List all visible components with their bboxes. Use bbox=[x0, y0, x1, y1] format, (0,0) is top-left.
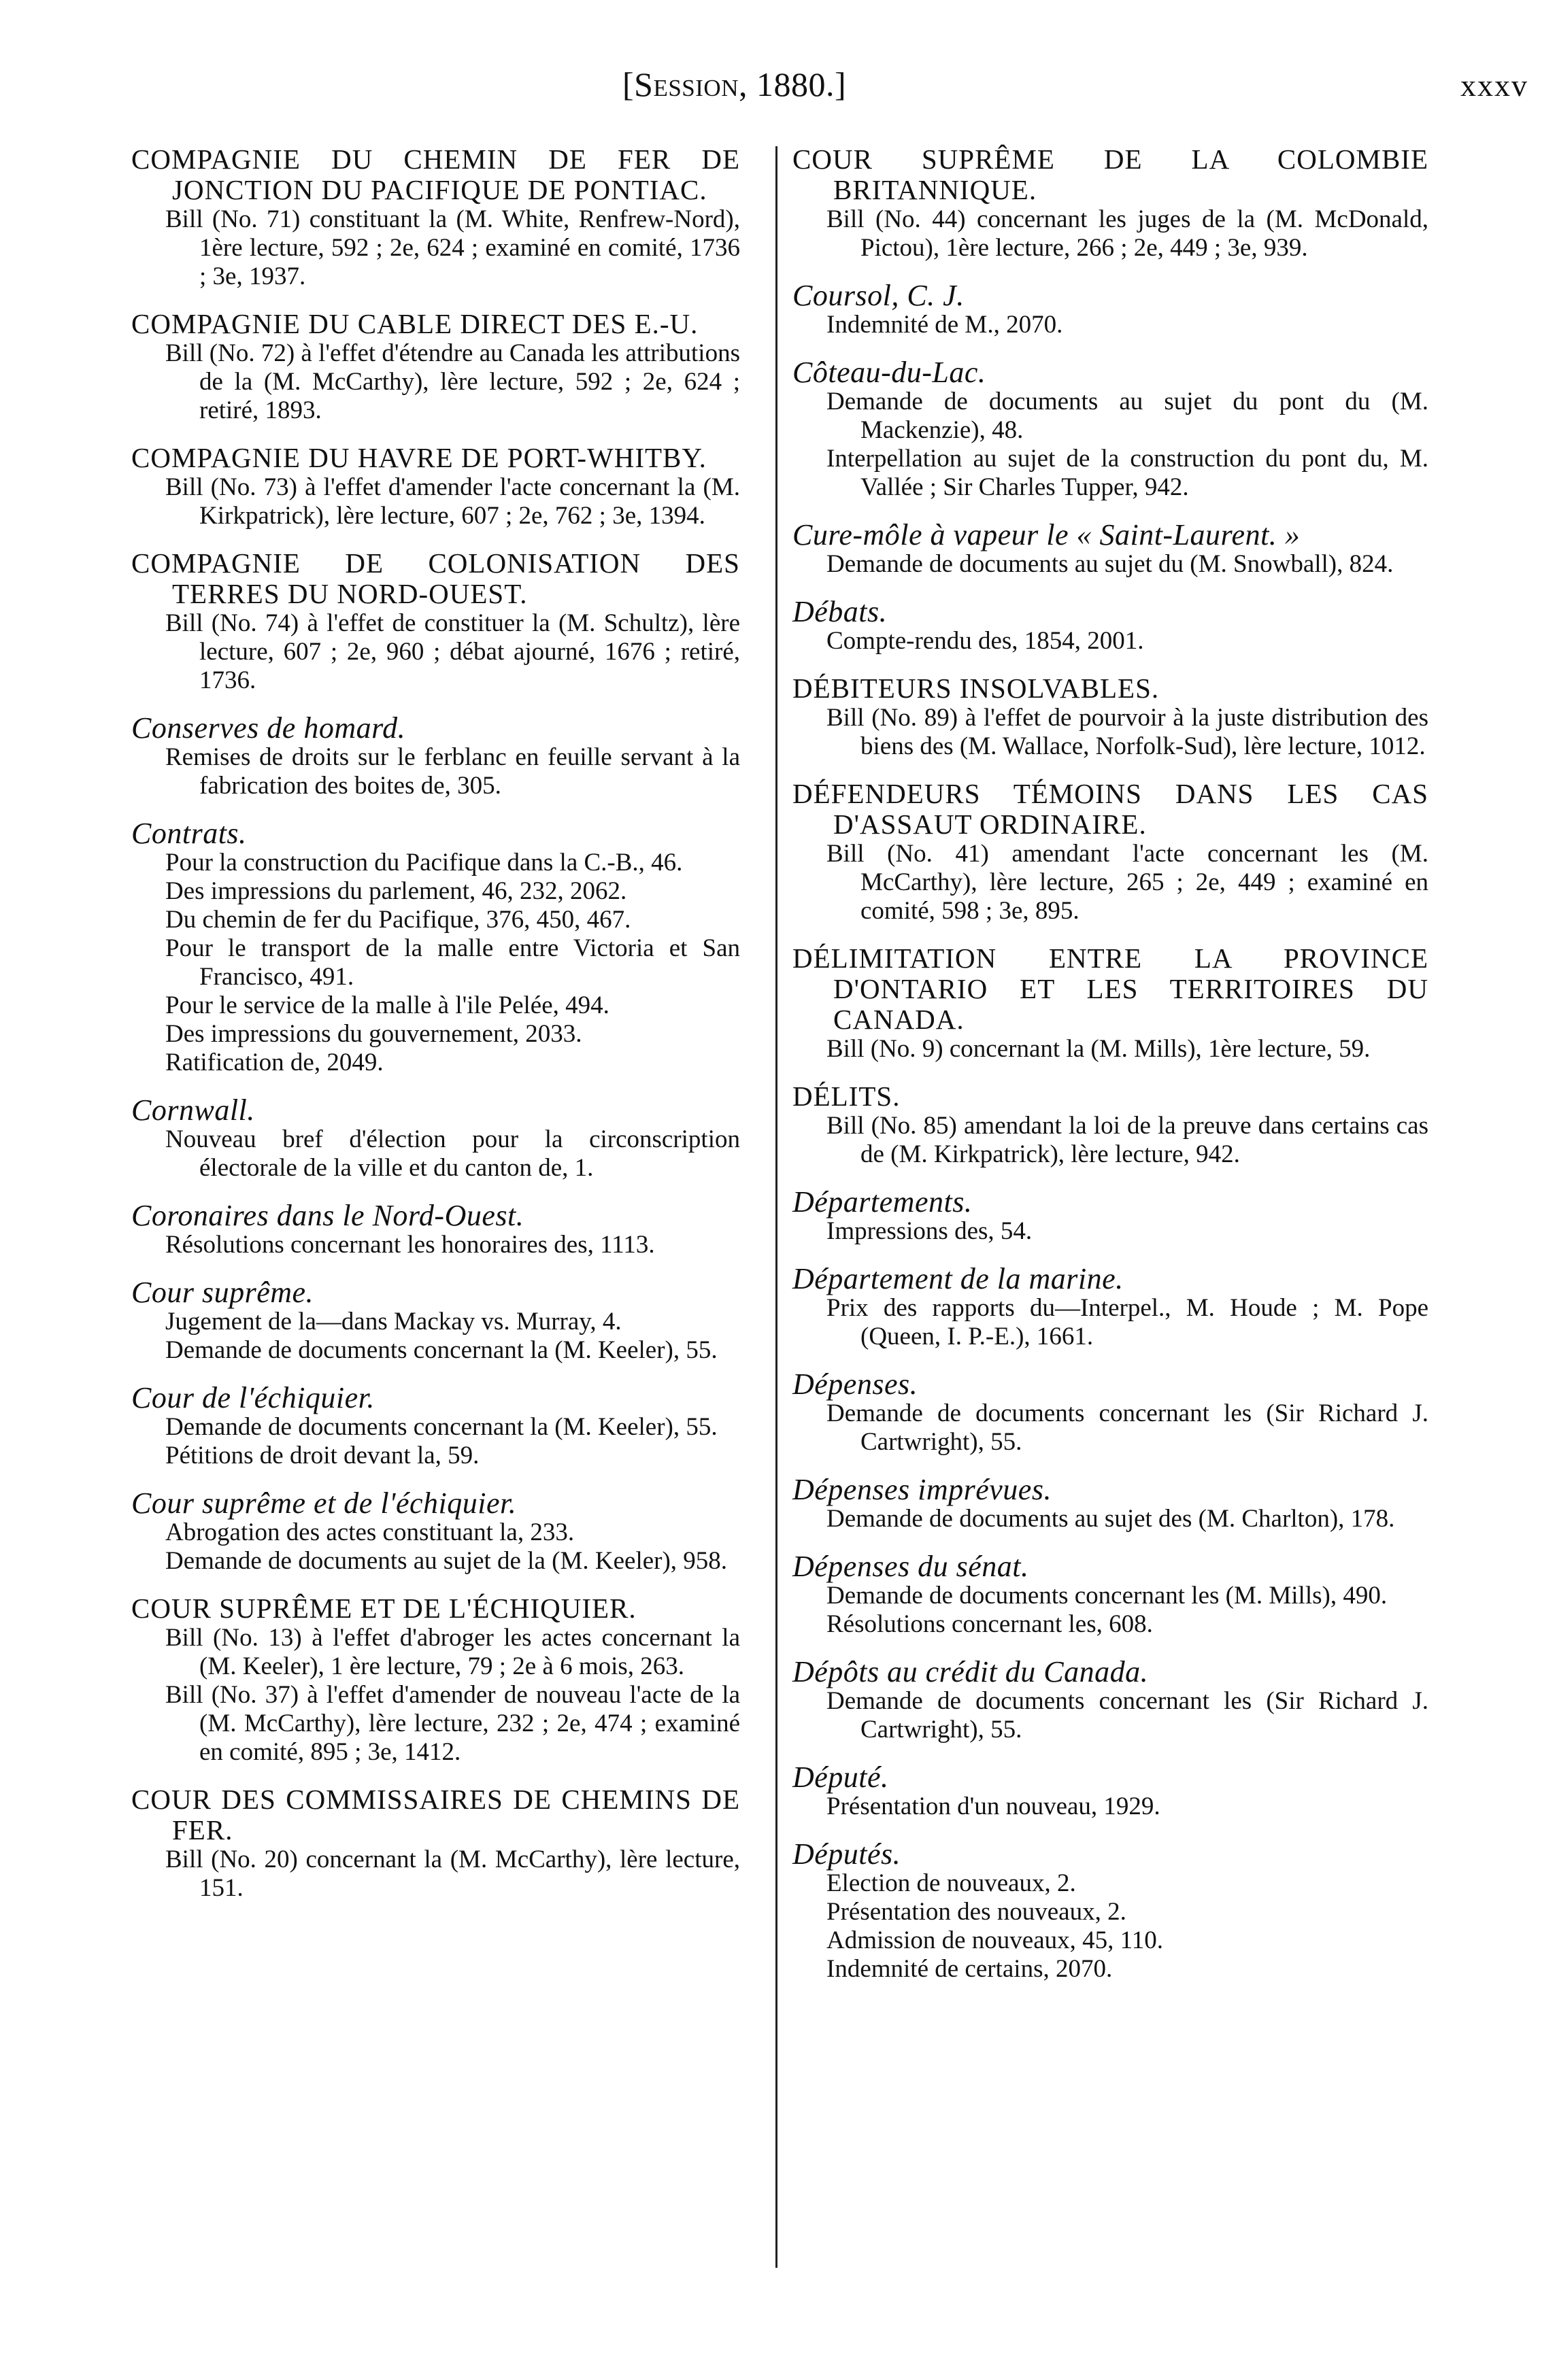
entry-item: Demande de documents au sujet des (M. Charlton), 178. bbox=[826, 1505, 1395, 1533]
entry-item: Bill (No. 44) concernant les juges de la (M. McDonald, Pictou), 1ère lecture, 266 ; 2e, 449 ; 3e, 939. bbox=[826, 205, 1428, 262]
bracket-open: [ bbox=[622, 65, 635, 103]
entry-item: Demande de documents concernant les (Sir Richard J. Cartwright), 55. bbox=[826, 1687, 1428, 1744]
entry-item: Nouveau bref d'élection pour la circonscription électorale de la ville et du canton de, 1. bbox=[165, 1125, 740, 1182]
entry-heading: COMPAGNIE DE COLONISATION DES TERRES DU NORD-OUEST. bbox=[131, 547, 740, 609]
index-entry bbox=[792, 1187, 1428, 1246]
entry-heading: Cure-môle à vapeur le « Saint-Laurent. » bbox=[792, 518, 1301, 551]
entry-heading: COUR SUPRÊME ET DE L'ÉCHIQUIER. bbox=[131, 1593, 637, 1624]
entry-item: Du chemin de fer du Pacifique, 376, 450, 467. bbox=[165, 906, 631, 934]
index-entry bbox=[131, 1488, 740, 1576]
entry-heading: Dépenses du sénat. bbox=[792, 1550, 1029, 1583]
entry-item: Indemnité de M., 2070. bbox=[826, 311, 1063, 339]
entry-heading: DÉLIMITATION ENTRE LA PROVINCE D'ONTARIO ET LES TERRITOIRES DU CANADA. bbox=[792, 942, 1428, 1035]
entry-heading: Conserves de homard. bbox=[131, 711, 406, 745]
index-entry bbox=[131, 1784, 740, 1903]
entry-item: Demande de documents concernant la (M. Keeler), 55. bbox=[165, 1413, 718, 1441]
entry-item: Bill (No. 13) à l'effet d'abroger les actes concernant la (M. Keeler), 1 ère lecture, 79 ; 2e à 6 mois, 263. bbox=[165, 1624, 740, 1680]
index-entry bbox=[792, 1081, 1428, 1169]
session-year: , 1880.] bbox=[738, 65, 847, 103]
right-column bbox=[792, 144, 1428, 2001]
session-label: Session bbox=[634, 65, 739, 103]
entry-item: Interpellation au sujet de la construction du pont du, M. Vallée ; Sir Charles Tupper, 942. bbox=[826, 445, 1428, 501]
page-header bbox=[0, 65, 1557, 119]
entry-heading: Cour suprême. bbox=[131, 1276, 314, 1309]
entry-item: Bill (No. 89) à l'effet de pourvoir à la juste distribution des biens des (M. Wallace, Norfolk-Sud), lère lecture, 1012. bbox=[826, 704, 1428, 760]
entry-item: Pour le service de la malle à l'ile Pelée, 494. bbox=[165, 991, 609, 1019]
entry-heading: Coronaires dans le Nord-Ouest. bbox=[131, 1199, 524, 1232]
index-entry bbox=[131, 713, 740, 800]
entry-item: Bill (No. 41) amendant l'acte concernant les (M. McCarthy), lère lecture, 265 ; 2e, 449 ; examiné en comité, 598 ; 3e, 895. bbox=[826, 840, 1428, 925]
entry-heading: Dépôts au crédit du Canada. bbox=[792, 1655, 1149, 1688]
entry-item: Bill (No. 85) amendant la loi de la preuve dans certains cas de (M. Kirkpatrick), lère lecture, 942. bbox=[826, 1112, 1428, 1168]
index-entry bbox=[792, 1474, 1428, 1533]
entry-item: Pétitions de droit devant la, 59. bbox=[165, 1442, 480, 1469]
entry-heading: Département de la marine. bbox=[792, 1262, 1124, 1295]
entry-item: Des impressions du parlement, 46, 232, 2062. bbox=[165, 877, 627, 905]
entry-item: Pour le transport de la malle entre Victoria et San Francisco, 491. bbox=[165, 934, 740, 991]
index-entry bbox=[131, 548, 740, 695]
index-entry bbox=[792, 1369, 1428, 1457]
entry-heading: Cour suprême et de l'échiquier. bbox=[131, 1486, 517, 1520]
entry-item: Bill (No. 74) à l'effet de constituer la (M. Schultz), lère lecture, 607 ; 2e, 960 ; débat ajourné, 1676 ; retiré, 1736. bbox=[165, 609, 740, 694]
index-entry bbox=[792, 520, 1428, 579]
index-entry bbox=[792, 1551, 1428, 1639]
entry-item: Demande de documents concernant la (M. Keeler), 55. bbox=[165, 1336, 718, 1364]
entry-heading: Départements. bbox=[792, 1185, 973, 1219]
index-entry bbox=[131, 443, 740, 530]
entry-item: Demande de documents concernant les (M. Mills), 490. bbox=[826, 1582, 1388, 1610]
running-head bbox=[622, 65, 846, 104]
index-entry bbox=[792, 943, 1428, 1064]
entry-item: Prix des rapports du—Interpel., M. Houde ; M. Pope (Queen, I. P.-E.), 1661. bbox=[826, 1294, 1428, 1350]
entry-heading: Débats. bbox=[792, 595, 888, 628]
entry-item: Pour la construction du Pacifique dans la C.-B., 46. bbox=[165, 849, 683, 877]
index-entry bbox=[792, 779, 1428, 925]
index-entry bbox=[131, 1593, 740, 1767]
entry-heading: Député. bbox=[792, 1761, 889, 1794]
entry-item: Présentation d'un nouveau, 1929. bbox=[826, 1792, 1160, 1820]
entry-item: Ratification de, 2049. bbox=[165, 1049, 384, 1076]
entry-item: Indemnité de certains, 2070. bbox=[826, 1955, 1113, 1983]
entry-item: Demande de documents au sujet de la (M. Keeler), 958. bbox=[165, 1547, 728, 1575]
entry-item: Bill (No. 71) constituant la (M. White, Renfrew-Nord), 1ère lecture, 592 ; 2e, 624 ; examiné en comité, 1736 ; 3e, 1937. bbox=[165, 205, 740, 290]
entry-heading: COUR DES COMMISSAIRES DE CHEMINS DE FER. bbox=[131, 1784, 740, 1846]
entry-item: Impressions des, 54. bbox=[826, 1217, 1033, 1245]
entry-heading: Contrats. bbox=[131, 817, 247, 850]
entry-item: Bill (No. 37) à l'effet d'amender de nouveau l'acte de la (M. McCarthy), lère lecture, 232 ; 2e, 474 ; examiné en comité, 895 ; 3e, 1412. bbox=[165, 1681, 740, 1766]
index-entry bbox=[131, 818, 740, 1077]
entry-heading: DÉBITEURS INSOLVABLES. bbox=[792, 673, 1160, 704]
index-entry bbox=[131, 1200, 740, 1259]
index-entry bbox=[131, 1382, 740, 1470]
index-entry bbox=[792, 673, 1428, 761]
index-entry bbox=[792, 1839, 1428, 1984]
entry-item: Bill (No. 20) concernant la (M. McCarthy), lère lecture, 151. bbox=[165, 1846, 740, 1902]
entry-item: Compte-rendu des, 1854, 2001. bbox=[826, 627, 1144, 655]
entry-item: Présentation des nouveaux, 2. bbox=[826, 1898, 1126, 1926]
entry-item: Remises de droits sur le ferblanc en feuille servant à la fabrication des boites de, 305. bbox=[165, 743, 740, 800]
page-number: xxxv bbox=[1460, 68, 1528, 103]
left-column bbox=[131, 144, 740, 1920]
entry-item: Abrogation des actes constituant la, 233. bbox=[165, 1518, 575, 1546]
entry-heading: Cornwall. bbox=[131, 1093, 255, 1127]
entry-heading: DÉLITS. bbox=[792, 1081, 901, 1112]
entry-heading: COMPAGNIE DU HAVRE DE PORT-WHITBY. bbox=[131, 442, 707, 473]
index-entry bbox=[792, 1263, 1428, 1351]
entry-item: Bill (No. 73) à l'effet d'amender l'acte concernant la (M. Kirkpatrick), lère lecture, 607 ; 2e, 762 ; 3e, 1394. bbox=[165, 473, 740, 530]
entry-item: Demande de documents concernant les (Sir Richard J. Cartwright), 55. bbox=[826, 1399, 1428, 1456]
entry-item: Résolutions concernant les, 608. bbox=[826, 1610, 1153, 1638]
index-entry bbox=[131, 144, 740, 291]
entry-heading: Cour de l'échiquier. bbox=[131, 1381, 375, 1414]
entry-heading: Députés. bbox=[792, 1837, 901, 1871]
index-entry bbox=[131, 1277, 740, 1365]
entry-heading: Dépenses. bbox=[792, 1367, 918, 1401]
index-entry bbox=[792, 1762, 1428, 1821]
entry-item: Bill (No. 72) à l'effet d'étendre au Canada les attributions de la (M. McCarthy), lère lecture, 592 ; 2e, 624 ; retiré, 1893. bbox=[165, 339, 740, 424]
entry-heading: COMPAGNIE DU CHEMIN DE FER DE JONCTION DU PACIFIQUE DE PONTIAC. bbox=[131, 143, 740, 205]
entry-heading: COUR SUPRÊME DE LA COLOMBIE BRITANNIQUE. bbox=[792, 143, 1428, 205]
entry-item: Admission de nouveaux, 45, 110. bbox=[826, 1926, 1164, 1954]
entry-item: Des impressions du gouvernement, 2033. bbox=[165, 1020, 582, 1048]
index-entry bbox=[792, 1656, 1428, 1744]
index-entry bbox=[792, 596, 1428, 656]
index-entry bbox=[131, 1095, 740, 1183]
index-entry bbox=[131, 309, 740, 425]
column-divider bbox=[775, 146, 777, 2268]
entry-item: Bill (No. 9) concernant la (M. Mills), 1ère lecture, 59. bbox=[826, 1035, 1371, 1063]
entry-heading: DÉFENDEURS TÉMOINS DANS LES CAS D'ASSAUT ORDINAIRE. bbox=[792, 778, 1428, 840]
entry-heading: Coursol, C. J. bbox=[792, 279, 965, 312]
entry-item: Jugement de la—dans Mackay vs. Murray, 4. bbox=[165, 1308, 622, 1336]
entry-item: Election de nouveaux, 2. bbox=[826, 1869, 1076, 1897]
index-entry bbox=[792, 280, 1428, 339]
index-entry bbox=[792, 357, 1428, 502]
entry-heading: Dépenses imprévues. bbox=[792, 1473, 1052, 1506]
entry-item: Résolutions concernant les honoraires des, 1113. bbox=[165, 1231, 655, 1259]
entry-item: Demande de documents au sujet du (M. Snowball), 824. bbox=[826, 550, 1394, 578]
entry-item: Demande de documents au sujet du pont du (M. Mackenzie), 48. bbox=[826, 388, 1428, 444]
index-entry bbox=[792, 144, 1428, 262]
entry-heading: COMPAGNIE DU CABLE DIRECT DES E.-U. bbox=[131, 308, 699, 339]
entry-heading: Côteau-du-Lac. bbox=[792, 356, 986, 389]
